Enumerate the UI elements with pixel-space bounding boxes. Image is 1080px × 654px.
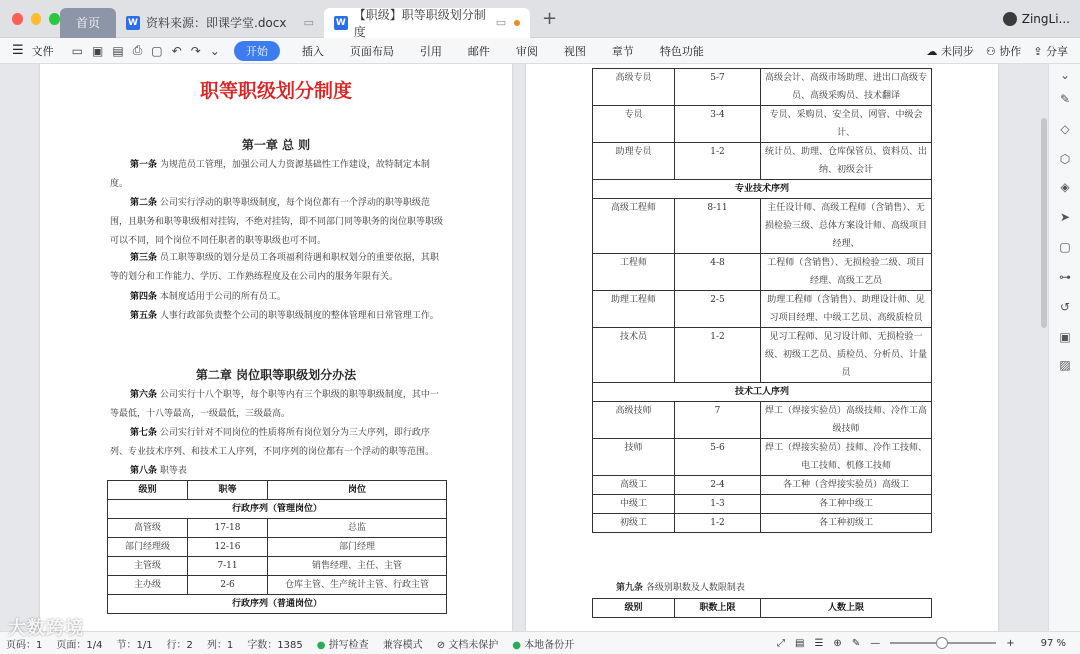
table-row: 中级工 1-3 各工种中级工 xyxy=(593,495,932,514)
cursor-icon[interactable]: ➤ xyxy=(1059,210,1071,224)
status-page: 页码：1 xyxy=(6,639,43,651)
document-page-1[interactable] xyxy=(40,64,512,631)
window-controls xyxy=(0,13,60,25)
export-pdf-icon[interactable]: ▤ xyxy=(112,43,124,58)
format-icon[interactable]: ⬡ xyxy=(1059,152,1071,166)
article-9: 第九条 各级别职数及人数限制表 xyxy=(616,583,745,593)
table-row: 专员 3-4 专员、采购员、安全员、网管、中级会计、 xyxy=(593,106,932,143)
table-row: 主管级 7-11 销售经理、主任、主管 xyxy=(108,557,447,576)
cube-icon[interactable]: ◈ xyxy=(1060,180,1070,194)
status-row: 行：2 xyxy=(166,639,193,651)
tab-home[interactable]: 首页 xyxy=(60,8,116,38)
page-view-icon[interactable]: ▤ xyxy=(795,637,805,649)
read-mode-icon[interactable]: ✎ xyxy=(851,637,861,649)
collab-button[interactable]: ⚇ 协作 xyxy=(985,44,1022,58)
table-row: 高管级 17-18 总监 xyxy=(108,519,447,538)
zoom-controls xyxy=(777,638,1066,649)
side-toolbar xyxy=(1048,64,1080,631)
zoom-out-button[interactable]: — xyxy=(870,637,881,649)
menu-insert[interactable]: 插入 xyxy=(301,44,324,58)
compat-mode[interactable]: 兼容模式 xyxy=(382,639,423,651)
article-3: 第三条 员工职等职级的划分是员工各项福利待遇和职权划分的重要依据，其职等的划分和工作能力、学历、工作熟练程度及在公司内的服务年限有关。 xyxy=(110,253,439,282)
document-area[interactable] xyxy=(0,64,1048,631)
doc-protect[interactable]: ⊘ 文档未保护 xyxy=(436,639,499,651)
history-icon[interactable]: ↺ xyxy=(1059,300,1071,314)
article-7: 第七条 公司实行针对不同岗位的性质将所有岗位划分为三大序列，即行政序列、专业技术序列、和技术工人序列，不同序列的岗位都有一个浮动的职等范围。 xyxy=(110,428,435,457)
status-pages: 页面：1/4 xyxy=(56,639,103,651)
table-header-row: 级别 职数上限 人数上限 xyxy=(593,599,932,618)
table-section-row: 行政序列（普通岗位） xyxy=(108,595,447,614)
document-title: 职等职级划分制度 xyxy=(199,80,352,102)
slider-icon[interactable]: ⊶ xyxy=(1059,270,1071,284)
menu-reference[interactable]: 引用 xyxy=(419,44,442,58)
hamburger-menu-icon[interactable]: ☰ xyxy=(12,43,24,58)
cloud-icon: ☁ xyxy=(926,44,938,58)
table-row: 初级工 1-2 各工种初级工 xyxy=(593,514,932,533)
zoom-level[interactable]: 97 % xyxy=(1040,637,1066,649)
fullscreen-icon[interactable]: ⤢ xyxy=(777,637,785,649)
minimize-window-button[interactable] xyxy=(31,13,42,25)
table-row: 高级专员 5-7 高级会计、高级市场助理、进出口高级专员、高级采购员、技术翻译 xyxy=(593,69,932,106)
vertical-scrollbar[interactable] xyxy=(1041,118,1047,328)
menu-mail[interactable]: 邮件 xyxy=(467,44,490,58)
table-row: 部门经理级 12-16 部门经理 xyxy=(108,538,447,557)
check-circle-icon: ● xyxy=(316,639,326,651)
shield-icon: ⊘ xyxy=(436,639,446,651)
sync-status[interactable]: ☁ 未同步 xyxy=(926,44,974,58)
table-row: 技术员 1-2 见习工程师、见习设计师、无损检验一级、初级工艺员、质检员、分析员、计量员 xyxy=(593,328,932,383)
print-icon[interactable]: ⎙ xyxy=(132,43,143,57)
lock-icon[interactable]: ▢ xyxy=(1059,240,1071,254)
picture-icon[interactable]: ▨ xyxy=(1059,358,1071,372)
article-5: 第五条 人事行政部负责整个公司的职等职级制度的整体管理和日常管理工作。 xyxy=(130,311,439,321)
local-backup[interactable]: ● 本地备份开 xyxy=(512,639,575,651)
watermark-logo: 大数跨境 xyxy=(8,618,84,639)
screen-icon[interactable]: ▭ xyxy=(303,16,314,29)
redo-icon[interactable]: ↷ xyxy=(190,43,201,58)
status-words[interactable]: 字数：1385 xyxy=(247,639,303,651)
share-icon: ⇪ xyxy=(1033,44,1043,58)
article-4: 第四条 本制度适用于公司的所有员工。 xyxy=(130,292,286,302)
maximize-window-button[interactable] xyxy=(49,13,60,25)
menu-view[interactable]: 视图 xyxy=(563,44,586,58)
article-1: 第一条 为规范员工管理，加强公司人力资源基础性工作建设，故特制定本制度。 xyxy=(110,160,430,189)
grade-table xyxy=(107,480,447,614)
expand-icon[interactable]: ⌄ xyxy=(1059,68,1071,82)
zoom-in-button[interactable]: + xyxy=(1006,637,1015,649)
user-account[interactable]: ZingLi... xyxy=(1003,12,1070,26)
person-icon: ⚇ xyxy=(985,44,996,58)
chevron-down-icon[interactable]: ⌄ xyxy=(209,43,220,58)
undo-icon[interactable]: ↶ xyxy=(171,43,182,58)
article-8: 第八条 职等表 xyxy=(130,466,187,476)
word-doc-icon: W xyxy=(335,17,346,28)
status-section: 节：1/1 xyxy=(116,639,153,651)
word-doc-icon: W xyxy=(126,16,140,30)
table-row: 工程师 4-8 工程师（含销售）、无损检验二级、项目经理、高级工艺员 xyxy=(593,254,932,291)
edit-pen-icon[interactable]: ✎ xyxy=(1059,92,1071,106)
screen-icon[interactable]: ▭ xyxy=(495,16,507,29)
table-row: 高级工 2-4 各工种（含焊接实验员）高级工 xyxy=(593,476,932,495)
status-col: 列：1 xyxy=(206,639,234,651)
table-section-row: 技术工人序列 xyxy=(593,383,932,402)
menu-bar xyxy=(0,38,1080,64)
tab-bar xyxy=(0,0,1080,38)
document-page-2[interactable] xyxy=(526,64,998,631)
zoom-slider[interactable] xyxy=(890,642,996,644)
save-icon[interactable]: ▣ xyxy=(92,43,104,58)
table-row: 助理专员 1-2 统计员、助理、仓库保管员、资料员、出纳、初级会计 xyxy=(593,143,932,180)
article-6: 第六条 公司实行十八个职等，每个职等内有三个职级的职等职级制度，其中一等最低，十八等最高，一级最低，三级最高。 xyxy=(110,390,439,419)
image-icon[interactable]: ▣ xyxy=(1059,330,1071,344)
close-window-button[interactable] xyxy=(12,13,23,25)
unsaved-dot-icon xyxy=(514,20,520,26)
share-button[interactable]: ⇪ 分享 xyxy=(1033,44,1068,58)
backup-icon: ● xyxy=(512,639,521,651)
menu-file[interactable]: 文件 xyxy=(31,44,54,58)
table-row: 高级技师 7 焊工（焊接实验员）高级技师、冷作工高级技师 xyxy=(593,402,932,439)
web-view-icon[interactable]: ⊕ xyxy=(833,637,842,649)
status-bar xyxy=(0,631,1080,654)
menu-chapter[interactable]: 章节 xyxy=(611,44,634,58)
article-2: 第二条 公司实行浮动的职等职级制度，每个岗位都有一个浮动的职等职级范围，且职务和职等职级相对挂钩，不绝对挂钩，即不同部门同等职务的岗位职等职级可以不同，同个岗位不同任职者的职等职级也可不同。 xyxy=(110,198,444,246)
table-row: 高级工程师 8-11 主任设计师、高级工程师（含销售）、无损检验三级、总体方案设计师、高级项目经理、 xyxy=(593,199,932,254)
table-header-row: 级别 职等 岗位 xyxy=(108,481,447,500)
print-preview-icon[interactable]: ▢ xyxy=(151,43,163,58)
chapter-1-heading: 第一章 总 则 xyxy=(241,138,311,152)
spell-check[interactable]: ● 拼写检查 xyxy=(316,639,369,651)
outline-view-icon[interactable]: ☰ xyxy=(814,637,824,649)
table-section-row: 专业技术序列 xyxy=(593,180,932,199)
grade-table-continued xyxy=(592,68,932,533)
table-row: 助理工程师 2-5 助理工程师（含销售）、助理设计师、见习项目经理、中级工艺员、高级质检员 xyxy=(593,291,932,328)
tab-doc1[interactable]: W 资料来源：即课学堂.docx ▭ xyxy=(116,8,324,38)
chapter-2-heading: 第二章 岗位职等职级划分办法 xyxy=(195,368,357,382)
menu-layout[interactable]: 页面布局 xyxy=(349,44,394,58)
tab-doc2[interactable]: W 【职级】职等职级划分制度 ▭ xyxy=(324,8,530,38)
open-folder-icon[interactable]: ▭ xyxy=(71,43,83,58)
shape-icon[interactable]: ◇ xyxy=(1060,122,1070,136)
menu-features[interactable]: 特色功能 xyxy=(659,44,704,58)
zoom-slider-knob[interactable] xyxy=(936,637,948,649)
menu-review[interactable]: 审阅 xyxy=(515,44,538,58)
table-section-row: 行政序列（管理岗位） xyxy=(108,500,447,519)
avatar xyxy=(1003,12,1017,26)
table-row: 技师 5-6 焊工（焊接实验员）技师、冷作工技师、电工技师、机修工技师 xyxy=(593,439,932,476)
limit-table xyxy=(592,598,932,618)
new-tab-button[interactable]: + xyxy=(542,8,558,29)
table-row: 主办级 2-6 仓库主管、生产统计主管、行政主管 xyxy=(108,576,447,595)
menu-start[interactable]: 开始 xyxy=(234,41,280,61)
